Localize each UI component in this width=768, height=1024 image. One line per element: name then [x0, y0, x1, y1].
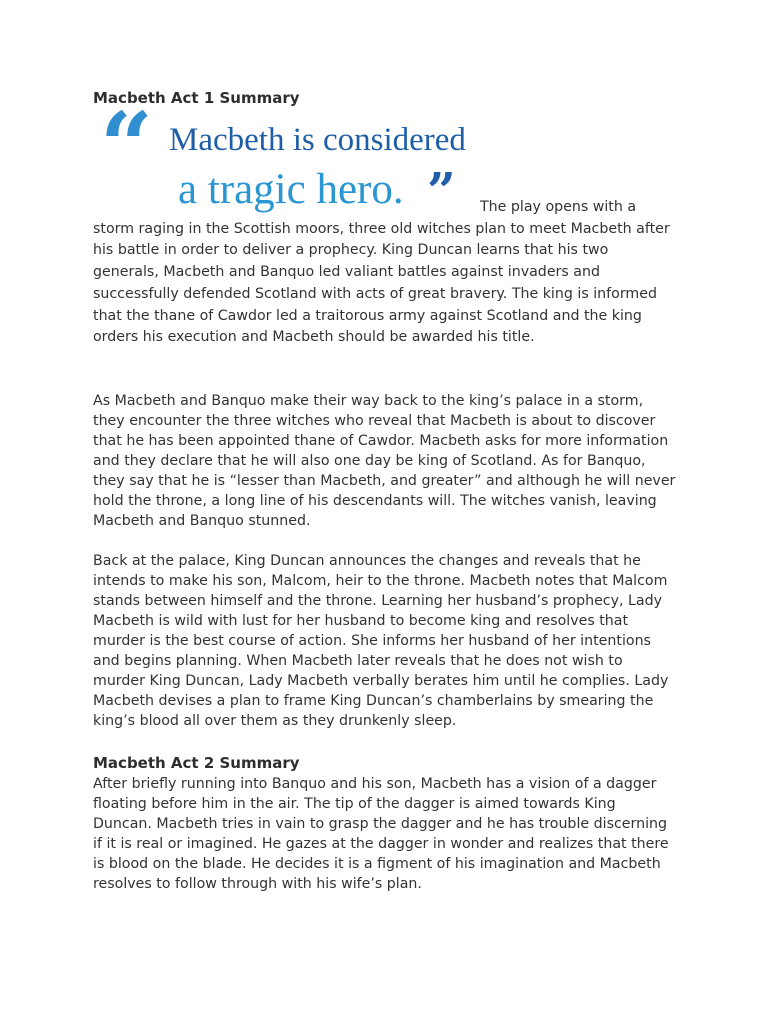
act2-heading: Macbeth Act 2 Summary	[93, 754, 300, 772]
close-quote-mark: ”	[427, 161, 456, 220]
act1-paragraph-3: Back at the palace, King Duncan announces the changes and reveals that he intends to make his son, Malcom, heir to the throne. Macbeth notes that Malcom stands between himself and the throne. Learning her husband’s prophecy, Lady Macbeth is wild with lust for her husband to become king and resolves that murder is the best course of action. She informs her husband of her intentions and begins planning. When Macbeth later reveals that he does not wish to murder King Duncan, Lady Macbeth verbally berates him until he complies. Lady Macbeth devises a plan to frame King Duncan’s chamberlains by smearing the king’s blood all over them as they drunkenly sleep.	[93, 553, 669, 729]
open-quote-mark: “	[100, 92, 153, 200]
act1-paragraph-2: As Macbeth and Banquo make their way back to the king’s palace in a storm, they encounter the three witches who reveal that Macbeth is about to discover that he has been appointed thane of Cawdor. Macbeth asks for more information and they declare that he will also one day be king of Scotland. As for Banquo, they say that he is “lesser than Macbeth, and greater” and although he will never hold the throne, a long line of his descendants will. The witches vanish, leaving Macbeth and Banquo stunned.	[93, 393, 676, 529]
quote-line-2: a tragic hero.	[178, 166, 404, 213]
act1-heading: Macbeth Act 1 Summary	[93, 89, 300, 107]
act1-paragraph-1: The play opens with a storm raging in the Scottish moors, three old witches plan to meet Macbeth after his battle in order to deliver a prophecy. King Duncan learns that his two generals, Macbeth and Banquo led valiant battles against invaders and successfully defended Scotland with acts of great bravery. The king is informed that the thane of Cawdor led a traitorous army against Scotland and the king orders his execution and Macbeth should be awarded his title.	[93, 199, 670, 346]
quote-line-1: Macbeth is considered	[169, 122, 466, 158]
act2-paragraph-1: After briefly running into Banquo and his son, Macbeth has a vision of a dagger floating before him in the air. The tip of the dagger is aimed towards King Duncan. Macbeth tries in vain to grasp the dagger and he has trouble discerning if it is real or imagined. He gazes at the dagger in wonder and realizes that there is blood on the blade. He decides it is a figment of his imagination and Macbeth resolves to follow through with his wife’s plan.	[93, 776, 669, 892]
